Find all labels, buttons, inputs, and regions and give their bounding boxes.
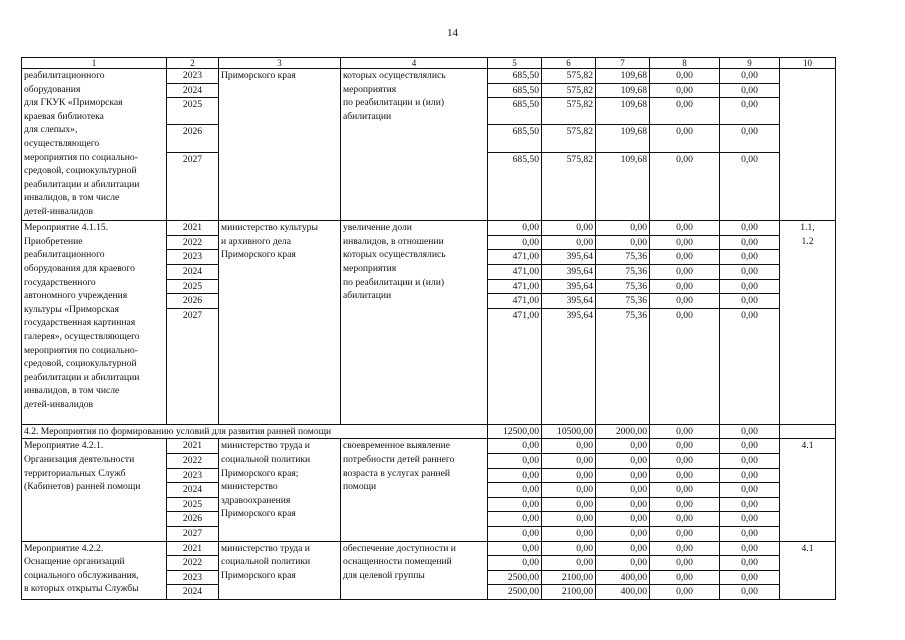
amount-cell-c8: 0,00: [650, 153, 720, 221]
amount-cell-c6: 0,00: [542, 468, 596, 483]
amount-cell-c6: 575,82: [542, 153, 596, 221]
amount-cell-c6: 0,00: [542, 541, 596, 556]
amount-cell-c9: 0,00: [720, 279, 780, 294]
amount-cell-c9: 0,00: [720, 98, 780, 125]
amount-cell-c6: 0,00: [542, 556, 596, 571]
year-cell: 2021: [167, 541, 219, 556]
program-measures-table: [21, 57, 836, 600]
amount-cell-c6: 0,00: [542, 221, 596, 236]
amount-cell-c8: 0,00: [650, 83, 720, 98]
amount-cell-c6: 395,64: [542, 294, 596, 309]
amount-cell-c5: 471,00: [488, 279, 542, 294]
indicator-cell: обеспечение доступности и оснащенности помещений для целевой группы: [341, 541, 488, 599]
amount-cell-c7: 109,68: [596, 98, 650, 125]
amount-cell-c5: 0,00: [488, 235, 542, 250]
amount-cell-c8: 0,00: [650, 570, 720, 585]
column-number-header: 9: [720, 58, 780, 69]
column-number-header: 8: [650, 58, 720, 69]
amount-cell-c6: 0,00: [542, 497, 596, 512]
amount-cell-c7: 0,00: [596, 497, 650, 512]
amount-cell-c5: 0,00: [488, 512, 542, 527]
year-cell: 2024: [167, 264, 219, 279]
measure-name-cell: Мероприятие 4.1.15. Приобретение реабилитационного оборудования для краевого государственного автономного учреждения культуры «Приморская государственная картинная галерея», осуществляющего мероприятия по социально- средовой, социокультурной реабилитации и абилитации инвалидов, в том числе детей-инвалидов: [22, 221, 167, 425]
amount-cell-c9: 0,00: [720, 235, 780, 250]
year-cell: 2023: [167, 468, 219, 483]
amount-cell-c9: 0,00: [720, 83, 780, 98]
amount-cell-c7: 400,00: [596, 585, 650, 600]
amount-cell-c7: 400,00: [596, 570, 650, 585]
amount-cell-c6: 575,82: [542, 125, 596, 153]
amount-cell-c9: 0,00: [720, 512, 780, 527]
amount-cell-c8: 0,00: [650, 125, 720, 153]
executor-cell: министерство труда и социальной политики Приморского края: [219, 541, 341, 599]
amount-cell-c8: 0,00: [650, 69, 720, 84]
amount-cell-c7: 109,68: [596, 83, 650, 98]
amount-cell-c6: 395,64: [542, 250, 596, 265]
column-number-header: 4: [341, 58, 488, 69]
year-cell: 2023: [167, 69, 219, 84]
amount-cell-c6: 0,00: [542, 526, 596, 541]
year-cell: 2024: [167, 483, 219, 498]
amount-cell-c7: 109,68: [596, 69, 650, 84]
amount-cell-c7: 75,36: [596, 308, 650, 424]
amount-cell-c7: 0,00: [596, 453, 650, 468]
page-number: 14: [447, 27, 458, 39]
section-amount-c7: 2000,00: [596, 424, 650, 439]
indicator-cell: которых осуществлялись мероприятия по реабилитации и (или) абилитации: [341, 69, 488, 221]
amount-cell-c6: 0,00: [542, 235, 596, 250]
amount-cell-c8: 0,00: [650, 235, 720, 250]
amount-cell-c5: 471,00: [488, 308, 542, 424]
amount-cell-c8: 0,00: [650, 439, 720, 454]
amount-cell-c9: 0,00: [720, 153, 780, 221]
section-amount-c8: 0,00: [650, 424, 720, 439]
column-number-header: 3: [219, 58, 341, 69]
section-amount-c9: 0,00: [720, 424, 780, 439]
amount-cell-c5: 471,00: [488, 264, 542, 279]
amount-cell-c6: 0,00: [542, 453, 596, 468]
amount-cell-c8: 0,00: [650, 468, 720, 483]
year-cell: 2023: [167, 250, 219, 265]
amount-cell-c7: 0,00: [596, 556, 650, 571]
amount-cell-c7: 109,68: [596, 153, 650, 221]
amount-cell-c5: 685,50: [488, 83, 542, 98]
amount-cell-c6: 575,82: [542, 69, 596, 84]
amount-cell-c6: 395,64: [542, 264, 596, 279]
amount-cell-c5: 685,50: [488, 98, 542, 125]
amount-cell-c8: 0,00: [650, 556, 720, 571]
year-cell: 2025: [167, 497, 219, 512]
amount-cell-c5: 2500,00: [488, 585, 542, 600]
year-cell: 2021: [167, 439, 219, 454]
amount-cell-c9: 0,00: [720, 250, 780, 265]
amount-cell-c8: 0,00: [650, 264, 720, 279]
amount-cell-c5: 0,00: [488, 221, 542, 236]
amount-cell-c8: 0,00: [650, 526, 720, 541]
amount-cell-c5: 0,00: [488, 439, 542, 454]
amount-cell-c7: 0,00: [596, 235, 650, 250]
indicator-ref-cell: 1.1, 1.2: [780, 221, 836, 425]
table-row: [22, 69, 836, 84]
year-cell: 2022: [167, 235, 219, 250]
amount-cell-c9: 0,00: [720, 585, 780, 600]
amount-cell-c9: 0,00: [720, 497, 780, 512]
table-row: [22, 439, 836, 454]
amount-cell-c6: 575,82: [542, 98, 596, 125]
amount-cell-c6: 0,00: [542, 439, 596, 454]
year-cell: 2026: [167, 125, 219, 153]
amount-cell-c9: 0,00: [720, 69, 780, 84]
indicator-ref-cell: 4.1: [780, 541, 836, 599]
amount-cell-c8: 0,00: [650, 453, 720, 468]
measure-name-cell: Мероприятие 4.2.1. Организация деятельности территориальных Служб (Кабинетов) ранней помощи: [22, 439, 167, 541]
executor-cell: Приморского края: [219, 69, 341, 221]
amount-cell-c5: 0,00: [488, 483, 542, 498]
year-cell: 2025: [167, 279, 219, 294]
amount-cell-c9: 0,00: [720, 453, 780, 468]
amount-cell-c8: 0,00: [650, 250, 720, 265]
amount-cell-c8: 0,00: [650, 294, 720, 309]
amount-cell-c7: 75,36: [596, 279, 650, 294]
amount-cell-c6: 0,00: [542, 512, 596, 527]
table-row: [22, 541, 836, 556]
indicator-cell: увеличение доли инвалидов, в отношении которых осуществлялись мероприятия по реабилитации и (или) абилитации: [341, 221, 488, 425]
amount-cell-c5: 0,00: [488, 556, 542, 571]
amount-cell-c8: 0,00: [650, 512, 720, 527]
amount-cell-c9: 0,00: [720, 294, 780, 309]
year-cell: 2024: [167, 83, 219, 98]
amount-cell-c5: 685,50: [488, 153, 542, 221]
amount-cell-c6: 575,82: [542, 83, 596, 98]
amount-cell-c9: 0,00: [720, 264, 780, 279]
amount-cell-c5: 685,50: [488, 125, 542, 153]
amount-cell-c7: 109,68: [596, 125, 650, 153]
amount-cell-c5: 0,00: [488, 497, 542, 512]
amount-cell-c8: 0,00: [650, 98, 720, 125]
year-cell: 2022: [167, 453, 219, 468]
executor-cell: министерство труда и социальной политики Приморского края; министерство здравоохранения Приморского края: [219, 439, 341, 541]
amount-cell-c9: 0,00: [720, 468, 780, 483]
column-number-header: 2: [167, 58, 219, 69]
year-cell: 2027: [167, 153, 219, 221]
column-number-header: 7: [596, 58, 650, 69]
amount-cell-c7: 75,36: [596, 294, 650, 309]
amount-cell-c9: 0,00: [720, 556, 780, 571]
amount-cell-c9: 0,00: [720, 483, 780, 498]
amount-cell-c7: 75,36: [596, 264, 650, 279]
amount-cell-c5: 0,00: [488, 453, 542, 468]
section-empty-cell: [780, 424, 836, 439]
amount-cell-c6: 395,64: [542, 279, 596, 294]
year-cell: 2024: [167, 585, 219, 600]
amount-cell-c9: 0,00: [720, 526, 780, 541]
amount-cell-c7: 0,00: [596, 541, 650, 556]
amount-cell-c6: 395,64: [542, 308, 596, 424]
amount-cell-c5: 471,00: [488, 294, 542, 309]
amount-cell-c5: 0,00: [488, 526, 542, 541]
measure-name-cell: Мероприятие 4.2.2. Оснащение организаций социального обслуживания, в которых открыты Службы: [22, 541, 167, 599]
indicator-ref-cell: [780, 69, 836, 221]
year-cell: 2023: [167, 570, 219, 585]
measure-name-cell: реабилитационного оборудования для ГКУК «Приморская краевая библиотека для слепых», осуществляющего мероприятия по социально- средовой, социокультурной реабилитации и абилитации инвалидов, в том числе детей-инвалидов: [22, 69, 167, 221]
indicator-ref-cell: 4.1: [780, 439, 836, 541]
amount-cell-c7: 75,36: [596, 250, 650, 265]
amount-cell-c5: 471,00: [488, 250, 542, 265]
amount-cell-c8: 0,00: [650, 221, 720, 236]
amount-cell-c9: 0,00: [720, 221, 780, 236]
amount-cell-c9: 0,00: [720, 570, 780, 585]
year-cell: 2021: [167, 221, 219, 236]
amount-cell-c9: 0,00: [720, 308, 780, 424]
year-cell: 2026: [167, 512, 219, 527]
amount-cell-c7: 0,00: [596, 439, 650, 454]
section-title: 4.2. Мероприятия по формированию условий для развития ранней помощи: [22, 424, 488, 439]
year-cell: 2025: [167, 98, 219, 125]
column-number-header: 10: [780, 58, 836, 69]
section-row: [22, 424, 836, 439]
column-number-header-row: [22, 58, 836, 69]
amount-cell-c5: 0,00: [488, 541, 542, 556]
amount-cell-c8: 0,00: [650, 497, 720, 512]
amount-cell-c7: 0,00: [596, 512, 650, 527]
amount-cell-c7: 0,00: [596, 483, 650, 498]
amount-cell-c8: 0,00: [650, 308, 720, 424]
indicator-cell: своевременное выявление потребности детей раннего возраста в услугах ранней помощи: [341, 439, 488, 541]
amount-cell-c5: 0,00: [488, 468, 542, 483]
year-cell: 2022: [167, 556, 219, 571]
table-row: [22, 221, 836, 236]
section-amount-c6: 10500,00: [542, 424, 596, 439]
amount-cell-c8: 0,00: [650, 279, 720, 294]
executor-cell: министерство культуры и архивного дела Приморского края: [219, 221, 341, 425]
amount-cell-c8: 0,00: [650, 541, 720, 556]
amount-cell-c8: 0,00: [650, 483, 720, 498]
amount-cell-c7: 0,00: [596, 468, 650, 483]
amount-cell-c9: 0,00: [720, 125, 780, 153]
amount-cell-c6: 2100,00: [542, 585, 596, 600]
amount-cell-c9: 0,00: [720, 439, 780, 454]
amount-cell-c5: 2500,00: [488, 570, 542, 585]
amount-cell-c7: 0,00: [596, 526, 650, 541]
amount-cell-c9: 0,00: [720, 541, 780, 556]
section-amount-c5: 12500,00: [488, 424, 542, 439]
year-cell: 2026: [167, 294, 219, 309]
amount-cell-c6: 2100,00: [542, 570, 596, 585]
amount-cell-c6: 0,00: [542, 483, 596, 498]
column-number-header: 5: [488, 58, 542, 69]
year-cell: 2027: [167, 308, 219, 424]
column-number-header: 6: [542, 58, 596, 69]
amount-cell-c7: 0,00: [596, 221, 650, 236]
amount-cell-c5: 685,50: [488, 69, 542, 84]
year-cell: 2027: [167, 526, 219, 541]
amount-cell-c8: 0,00: [650, 585, 720, 600]
column-number-header: 1: [22, 58, 167, 69]
